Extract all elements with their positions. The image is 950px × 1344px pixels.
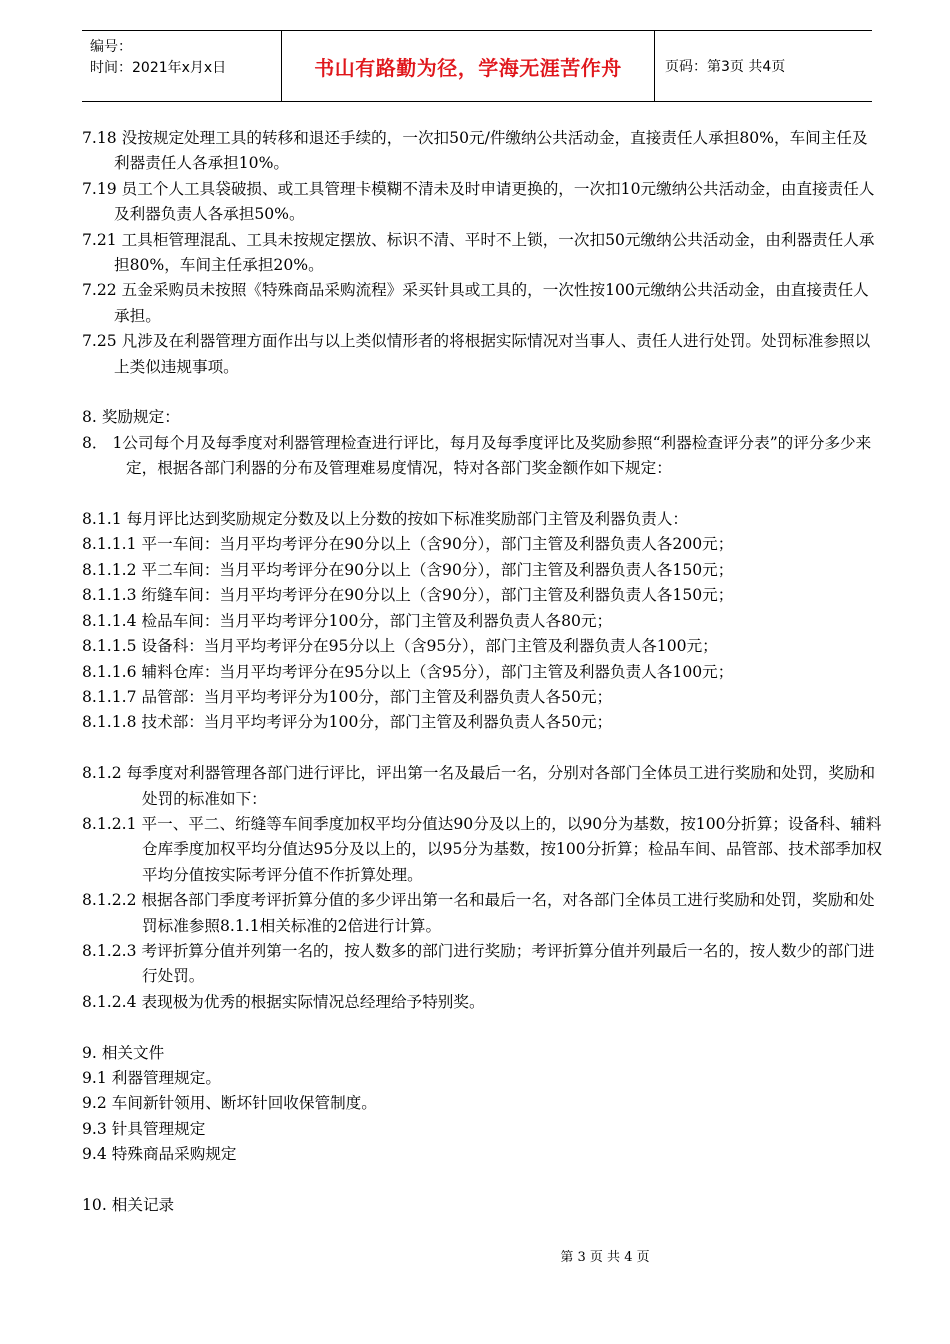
- header-info-cell: [82, 31, 282, 101]
- clause-7-21: 7.21 工具柜管理混乱、工具未按规定摆放、标识不清、平时不上锁，一次扣50元缴纳公共活动金，由利器责任人承担80%，车间主任承担20%。: [82, 230, 875, 275]
- clause-8-1-2-1: 8.1.2.1 平一、平二、绗缝等车间季度加权平均分值达90分及以上的，以90分为基数，按100分折算；设备科、辅料仓库季度加权平均分值达95分及以上的，以95分为基数，按100分折算；检品车间、品管部、技术部季加权平均分值按实际考评分值不作折算处理。: [82, 814, 882, 884]
- section-8-heading: 8. 奖励规定：: [82, 408, 180, 427]
- section-10-heading: 10. 相关记录: [82, 1195, 175, 1214]
- clause-9-1: 9.1 利器管理规定。: [82, 1068, 221, 1087]
- clause-8-1-1-7: 8.1.1.7 品管部：当月平均考评分为100分，部门主管及利器负责人各50元；: [82, 687, 613, 706]
- clause-8-1-1-1: 8.1.1.1 平一车间：当月平均考评分在90分以上（含90分），部门主管及利器负责人各200元；: [82, 535, 734, 554]
- header-page-label: 页码：第3页 共4页: [665, 59, 786, 75]
- clause-8-1-1-2: 8.1.1.2 平二车间：当月平均考评分在90分以上（含90分），部门主管及利器负责人各150元；: [82, 560, 734, 579]
- document-body: [82, 126, 882, 1218]
- section-9-heading: 9. 相关文件: [82, 1043, 165, 1062]
- clause-8-1-1-3: 8.1.1.3 绗缝车间：当月平均考评分在90分以上（含90分），部门主管及利器负责人各150元；: [82, 586, 734, 605]
- clause-8-1-1-4: 8.1.1.4 检品车间：当月平均考评分100分，部门主管及利器负责人各80元；: [82, 611, 613, 630]
- clause-8-1-1: 8.1.1 每月评比达到奖励规定分数及以上分数的按如下标准奖励部门主管及利器负责人：: [82, 510, 689, 529]
- clause-8-1-2: 8.1.2 每季度对利器管理各部门进行评比，评出第一名及最后一名，分别对各部门全体员工进行奖励和处罚，奖励和处罚的标准如下：: [82, 764, 876, 808]
- clause-9-2: 9.2 车间新针领用、断坏针回收保管制度。: [82, 1094, 377, 1113]
- clause-7-18: 7.18 没按规定处理工具的转移和退还手续的，一次扣50元/件缴纳公共活动金，直接责任人承担80%，车间主任及利器责任人各承担10%。: [82, 129, 868, 173]
- clause-8-1-1-8: 8.1.1.8 技术部：当月平均考评分为100分，部门主管及利器负责人各50元；: [82, 713, 613, 732]
- page-footer: [0, 1246, 950, 1265]
- clause-8-1: 8． 1公司每个月及每季度对利器管理检查进行评比，每月及每季度评比及奖励参照“利器检查评分表”的评分多少来定，根据各部门利器的分布及管理难易度情况，特对各部门奖金额作如下规定：: [82, 433, 872, 478]
- clause-8-1-1-6: 8.1.1.6 辅料仓库：当月平均考评分在95分以上（含95分），部门主管及利器负责人各100元；: [82, 662, 734, 681]
- code-label: 编号：: [90, 39, 132, 55]
- clause-8-1-2-3: 8.1.2.3 考评折算分值并列第一名的，按人数多的部门进行奖励；考评折算分值并列最后一名的，按人数少的部门进行处罚。: [82, 941, 875, 986]
- clause-9-3: 9.3 针具管理规定: [82, 1119, 206, 1138]
- clause-7-22: 7.22 五金采购员未按照《特殊商品采购流程》采买针具或工具的，一次性按100元缴纳公共活动金，由直接责任人承担。: [82, 281, 869, 325]
- clause-9-4: 9.4 特殊商品采购规定: [82, 1145, 237, 1164]
- clause-7-19: 7.19 员工个人工具袋破损、或工具管理卡模糊不清未及时申请更换的，一次扣10元缴纳公共活动金，由直接责任人及利器负责人各承担50%。: [82, 179, 875, 224]
- clause-8-1-1-5: 8.1.1.5 设备科：当月平均考评分在95分以上（含95分），部门主管及利器负责人各100元；: [82, 637, 718, 656]
- header-motto: 书山有路勤为径，学海无涯苦作舟: [282, 31, 655, 101]
- page-header: [82, 30, 872, 102]
- time-label: 时间：2021年x月x日: [90, 60, 227, 76]
- clause-8-1-2-4: 8.1.2.4 表现极为优秀的根据实际情况总经理给予特别奖。: [82, 992, 485, 1011]
- clause-7-25: 7.25 凡涉及在利器管理方面作出与以上类似情形者的将根据实际情况对当事人、责任人进行处罚。处罚标准参照以上类似违规事项。: [82, 332, 871, 376]
- clause-8-1-2-2: 8.1.2.2 根据各部门季度考评折算分值的多少评出第一名和最后一名，对各部门全体员工进行奖励和处罚，奖励和处罚标准参照8.1.1相关标准的2倍进行计算。: [82, 891, 875, 935]
- footer-page-number: 第 3 页 共 4 页: [560, 1250, 650, 1265]
